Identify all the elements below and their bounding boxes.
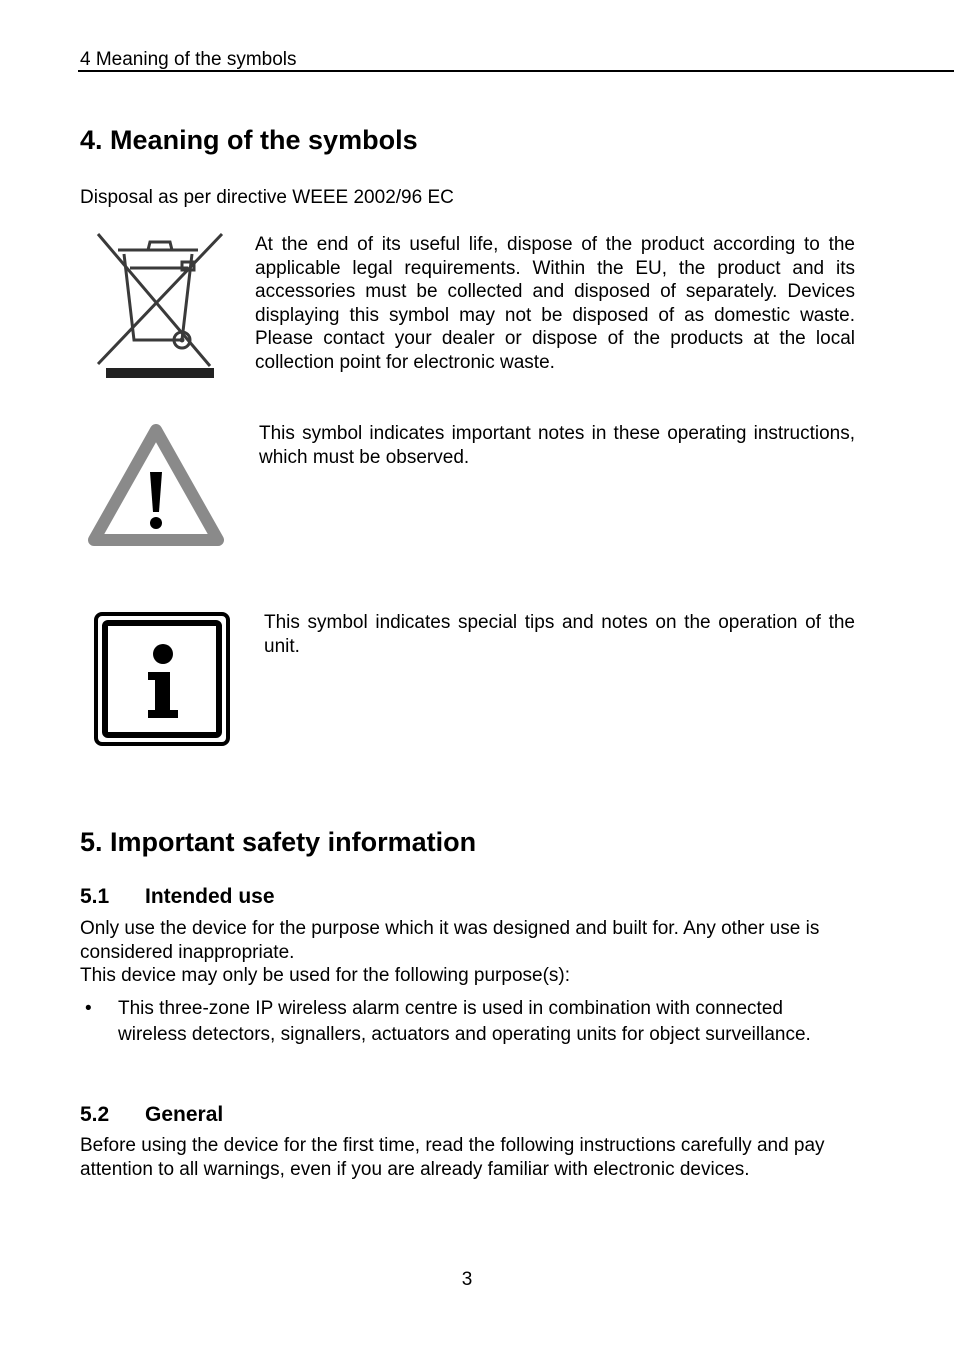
subsection-5-2-heading bbox=[80, 1102, 223, 1128]
subsection-5-2-number: 5.2 bbox=[80, 1103, 110, 1126]
section-4-title: Meaning of the symbols bbox=[110, 125, 418, 155]
subsection-5-2-title: General bbox=[145, 1103, 224, 1126]
list-item-text: This three-zone IP wireless alarm centre is used in combination with connected wireless detectors, signallers, actuators and operating units for object surveillance. bbox=[118, 998, 811, 1045]
running-header: 4 Meaning of the symbols bbox=[80, 49, 297, 70]
header-rule bbox=[78, 70, 954, 72]
intended-use-list bbox=[80, 996, 850, 1048]
info-description: This symbol indicates special tips and notes on the operation of the unit. bbox=[264, 612, 855, 657]
subsection-5-1-heading bbox=[80, 884, 275, 910]
info-icon bbox=[92, 610, 234, 750]
section-4-number: 4. bbox=[80, 125, 103, 155]
weee-description: At the end of its useful life, dispose of the product according to the applicable legal requirements. Within the EU, the product and its accessories must be collected and disposed of separately. Devices displaying this symbol may not be disposed of as domestic waste. Please contact your dealer or dispose of the products at the local collection point for electronic waste. bbox=[255, 234, 855, 373]
intended-use-para-1: Only use the device for the purpose which it was designed and built for. Any other use is considered inappropriate. bbox=[80, 918, 820, 963]
general-para: Before using the device for the first time, read the following instructions carefully and pay attention to all warnings, even if you are already familiar with electronic devices. bbox=[80, 1135, 825, 1180]
section-5-number: 5. bbox=[80, 827, 103, 857]
subsection-5-1-title: Intended use bbox=[145, 885, 275, 908]
bullet-dot: • bbox=[85, 998, 92, 1019]
page-number: 3 bbox=[461, 1269, 473, 1290]
intended-use-body bbox=[80, 917, 840, 988]
list-item bbox=[80, 996, 850, 1048]
section-4-heading bbox=[80, 124, 418, 156]
warning-description: This symbol indicates important notes in these operating instructions, which must be observed. bbox=[259, 423, 855, 468]
warning-triangle-icon bbox=[88, 424, 224, 552]
intended-use-para-2: This device may only be used for the following purpose(s): bbox=[80, 965, 571, 986]
subsection-5-1-number: 5.1 bbox=[80, 885, 110, 908]
weee-caption: Disposal as per directive WEEE 2002/96 EC bbox=[80, 187, 454, 208]
section-5-title: Important safety information bbox=[110, 827, 477, 857]
weee-crossed-bin-icon bbox=[90, 228, 228, 383]
section-5-heading bbox=[80, 826, 476, 858]
